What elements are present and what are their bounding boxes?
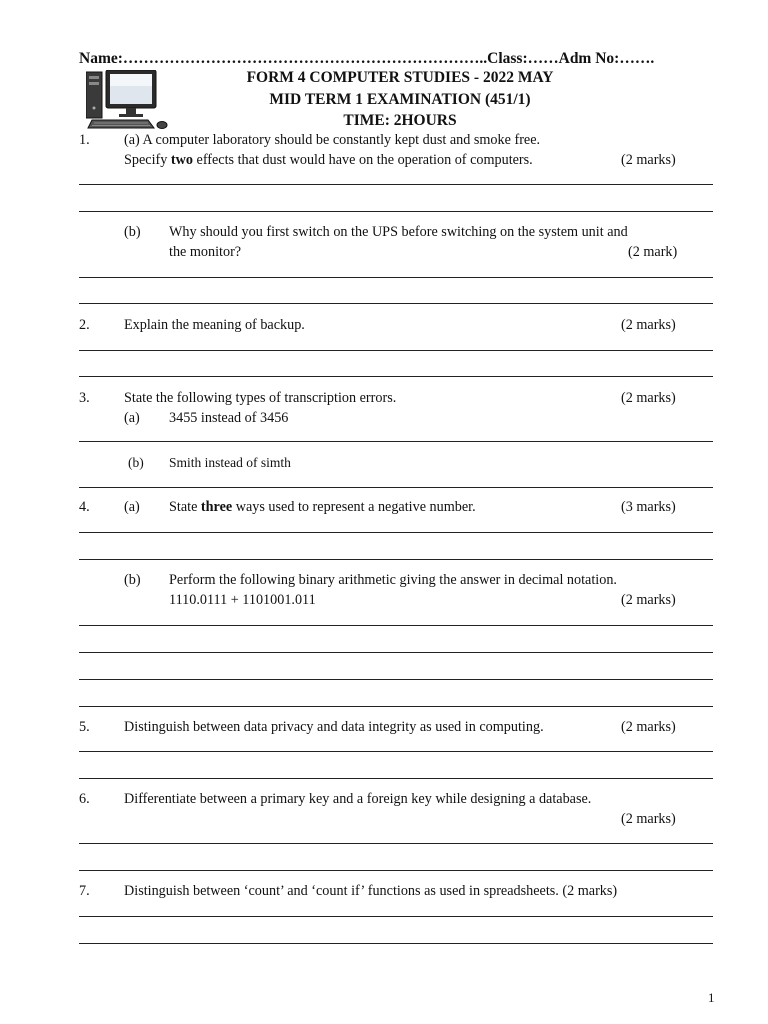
q1b-line2: the monitor?: [169, 244, 242, 260]
answer-line: [79, 532, 713, 533]
q5-marks: (2 marks): [621, 719, 676, 735]
q3b-text: Smith instead of simth: [169, 455, 291, 470]
q6-marks: (2 marks): [621, 811, 676, 827]
answer-line: [79, 870, 713, 871]
q1b-line1: Why should you first switch on the UPS before switching on the system unit and: [169, 224, 628, 240]
answer-line: [79, 751, 713, 752]
answer-line: [79, 778, 713, 779]
answer-line: [79, 679, 713, 680]
q7-text: Distinguish between ‘count’ and ‘count if’ functions as used in spreadsheets. (2 marks): [124, 883, 618, 899]
q4a-marks: (3 marks): [621, 499, 676, 515]
page-number: 1: [708, 990, 715, 1005]
q3a-text: 3455 instead of 3456: [169, 410, 289, 426]
q1a-line2: Specify two effects that dust would have on the operation of computers.: [124, 152, 533, 168]
q6-text: Differentiate between a primary key and a foreign key while designing a database.: [124, 791, 592, 807]
answer-line: [79, 652, 713, 653]
question-number-2: 2.: [79, 317, 90, 333]
q3-text: State the following types of transcription errors.: [124, 390, 397, 406]
q4b-marks: (2 marks): [621, 592, 676, 608]
q5-text: Distinguish between data privacy and data integrity as used in computing.: [124, 719, 544, 735]
exam-title: FORM 4 COMPUTER STUDIES - 2022 MAY: [246, 69, 554, 86]
answer-line: [79, 277, 713, 278]
q4a-text: State three ways used to represent a negative number.: [169, 499, 476, 515]
question-number-3: 3.: [79, 390, 90, 406]
q4b-line1: Perform the following binary arithmetic giving the answer in decimal notation.: [169, 572, 617, 588]
q2-marks: (2 marks): [621, 317, 676, 333]
answer-line: [79, 487, 713, 488]
answer-line: [79, 943, 713, 944]
q3a-label: (a): [124, 410, 140, 426]
exam-time: TIME: 2HOURS: [343, 112, 457, 129]
q1a-marks: (2 marks): [621, 152, 676, 168]
q2-text: Explain the meaning of backup.: [124, 317, 305, 333]
q3b-label: (b): [128, 455, 144, 470]
question-number-6: 6.: [79, 791, 90, 807]
answer-line: [79, 559, 713, 560]
q1b-label: (b): [124, 224, 141, 240]
answer-line: [79, 350, 713, 351]
answer-line: [79, 376, 713, 377]
answer-line: [79, 303, 713, 304]
answer-line: [79, 184, 713, 185]
question-number-4: 4.: [79, 499, 90, 515]
question-number-5: 5.: [79, 719, 90, 735]
answer-line: [79, 916, 713, 917]
q3-marks: (2 marks): [621, 390, 676, 406]
question-number-1: 1.: [79, 132, 90, 148]
q4a-label: (a): [124, 499, 140, 515]
exam-subtitle: MID TERM 1 EXAMINATION (451/1): [269, 91, 531, 108]
answer-line: [79, 441, 713, 442]
q1a-line1: (a) A computer laboratory should be constantly kept dust and smoke free.: [124, 132, 541, 148]
answer-line: [79, 843, 713, 844]
answer-line: [79, 706, 713, 707]
question-number-7: 7.: [79, 883, 90, 899]
q1b-marks: (2 mark): [628, 244, 678, 260]
answer-line: [79, 625, 713, 626]
name-class-adm-line: Name:……………………………………………………………..Class:……Adm No:…….: [79, 50, 655, 67]
answer-line: [79, 211, 713, 212]
q4b-expression: 1110.0111 + 1101001.011: [169, 592, 316, 608]
q4b-label: (b): [124, 572, 141, 588]
